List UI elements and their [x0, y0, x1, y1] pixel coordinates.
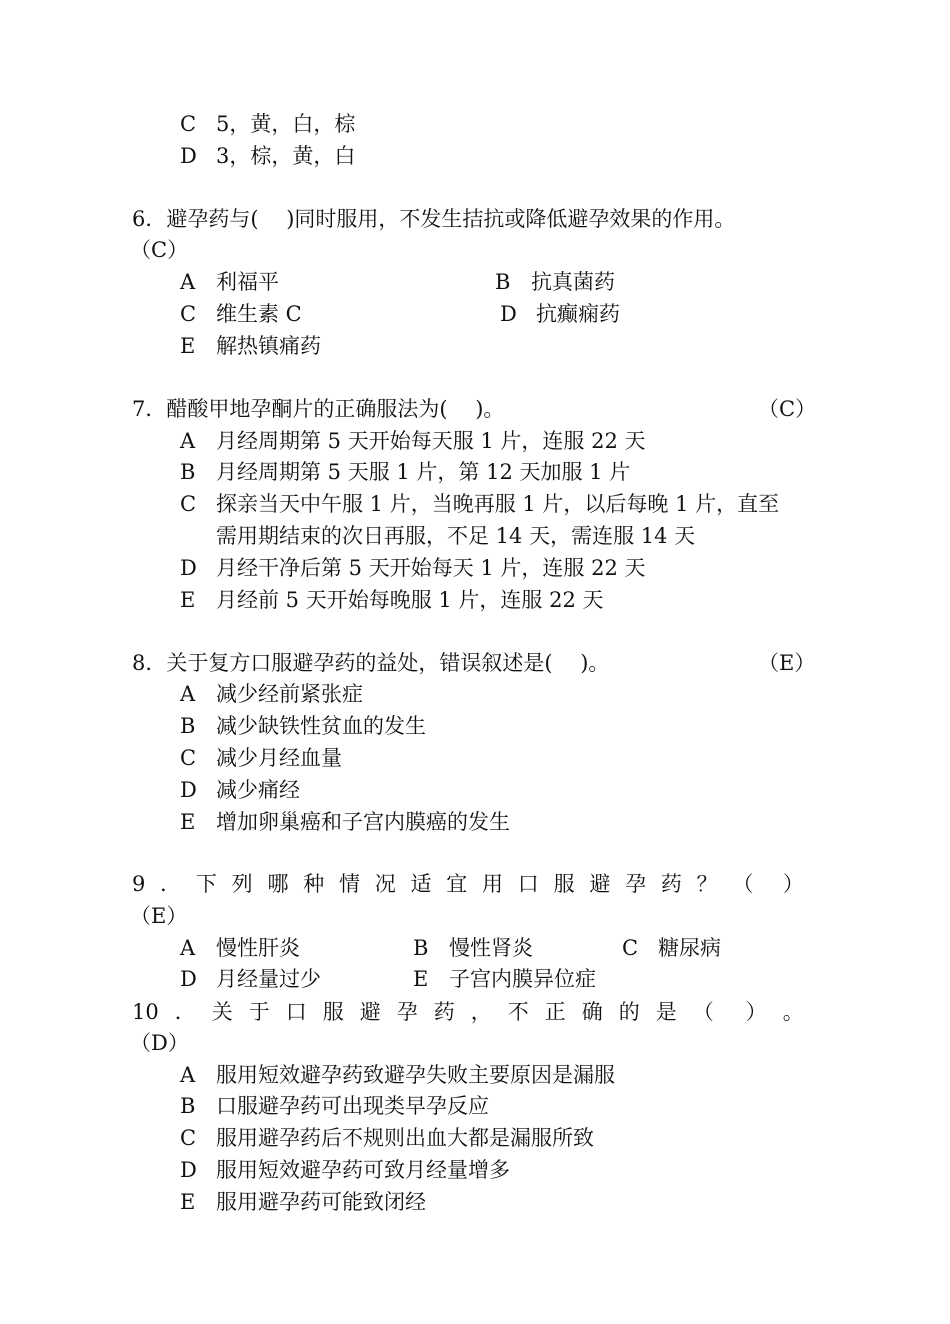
stem-token: 避 — [359, 1000, 381, 1024]
option-letter: A — [180, 429, 196, 453]
stem-token: 况 — [374, 872, 396, 896]
stem-token: 下 — [195, 872, 217, 896]
option-text: 服用避孕药后不规则出血大都是漏服所致 — [216, 1126, 594, 1150]
option-letter: D — [180, 144, 197, 168]
option-letter: A — [180, 936, 196, 960]
option-text: 糖尿病 — [658, 936, 721, 960]
q10-option-a — [180, 1061, 615, 1089]
stem-token: 口 — [285, 1000, 307, 1024]
stem-token: 服 — [322, 1000, 344, 1024]
option-text: 口服避孕药可出现类早孕反应 — [216, 1094, 489, 1118]
stem-token: 正 — [544, 1000, 566, 1024]
q6-option-c — [180, 300, 302, 328]
option-text: 减少经前紧张症 — [216, 682, 363, 706]
option-text: 减少月经血量 — [216, 746, 342, 770]
q8-option-b — [180, 712, 426, 740]
option-text: 抗癫痫药 — [536, 302, 620, 326]
q7-option-c-continued: 需用期结束的次日再服，不足 14 天，需连服 14 天 — [216, 524, 696, 548]
stem-token: 孕 — [625, 872, 647, 896]
option-letter: E — [180, 334, 196, 358]
stem-token: 药 — [660, 872, 682, 896]
q6-option-a — [180, 268, 279, 296]
option-text: 慢性肝炎 — [216, 936, 300, 960]
q8-option-e — [180, 808, 510, 836]
option-text: 服用短效避孕药可致月经量增多 — [216, 1158, 510, 1182]
stem-token: ． — [160, 872, 182, 896]
stem-token: 避 — [589, 872, 611, 896]
q9-option-d — [180, 965, 321, 993]
option-letter: B — [495, 270, 511, 294]
q10-option-e — [180, 1188, 426, 1216]
option-text: 探亲当天中午服 1 片，当晚再服 1 片，以后每晚 1 片，直至 — [216, 492, 780, 516]
q8-option-a — [180, 680, 363, 708]
option-text: 3，棕，黄，白 — [216, 144, 356, 168]
option-text: 月经前 5 天开始每晚服 1 片，连服 22 天 — [216, 588, 604, 612]
q6-option-b — [495, 268, 615, 296]
stem-token: 服 — [553, 872, 575, 896]
q7-option-d — [180, 554, 646, 582]
q10-option-b — [180, 1092, 489, 1120]
q8-stem: 8．关于复方口服避孕药的益处，错误叙述是( )。 — [132, 651, 610, 675]
option-text: 服用避孕药可能致闭经 — [216, 1190, 426, 1214]
q7-option-c — [180, 490, 779, 518]
option-text: 慢性肾炎 — [449, 936, 533, 960]
q6-answer: （C） — [130, 238, 189, 262]
stem-token: 于 — [248, 1000, 270, 1024]
option-letter: E — [180, 588, 196, 612]
option-letter: C — [622, 936, 639, 960]
stem-token: 情 — [338, 872, 360, 896]
option-letter: A — [180, 1063, 196, 1087]
stem-token: 不 — [507, 1000, 529, 1024]
option-letter: D — [180, 556, 197, 580]
stem-token: ） — [782, 872, 804, 896]
option-letter: D — [180, 967, 197, 991]
q7-option-b — [180, 458, 630, 486]
stem-token: 的 — [618, 1000, 640, 1024]
option-letter: C — [180, 112, 197, 136]
stem-token: 药 — [433, 1000, 455, 1024]
option-letter: B — [180, 1094, 196, 1118]
q10-option-c — [180, 1124, 594, 1152]
option-letter: D — [500, 302, 517, 326]
option-text: 5，黄，白，棕 — [216, 112, 356, 136]
option-text: 月经干净后第 5 天开始每天 1 片，连服 22 天 — [216, 556, 646, 580]
q6-stem: 6．避孕药与( )同时服用，不发生拮抗或降低避孕效果的作用。 — [132, 207, 736, 231]
q10-answer: （D） — [130, 1031, 189, 1055]
stem-token: ） — [745, 1000, 767, 1024]
option-letter: B — [180, 460, 196, 484]
option-letter: E — [180, 810, 196, 834]
stem-token: 10 — [132, 1000, 159, 1024]
option-letter: C — [180, 492, 197, 516]
stem-token: 宜 — [446, 872, 468, 896]
option-letter: A — [180, 270, 196, 294]
option-text: 减少痛经 — [216, 778, 300, 802]
q9-option-c — [622, 934, 721, 962]
option-letter: C — [180, 302, 197, 326]
option-text: 利福平 — [216, 270, 279, 294]
stem-token: 种 — [303, 872, 325, 896]
stem-token: 孕 — [396, 1000, 418, 1024]
q9-option-e — [413, 965, 596, 993]
stem-token: 口 — [517, 872, 539, 896]
stem-token: 列 — [231, 872, 253, 896]
stem-token: 用 — [482, 872, 504, 896]
q5-option-d — [180, 142, 355, 170]
option-text: 月经周期第 5 天开始每天服 1 片，连服 22 天 — [216, 429, 646, 453]
q7-answer: （C） — [758, 397, 817, 421]
q7-option-e — [180, 586, 604, 614]
q9-stem — [132, 870, 804, 898]
stem-token: ， — [470, 1000, 492, 1024]
option-text: 增加卵巢癌和子宫内膜癌的发生 — [216, 810, 510, 834]
stem-token: ． — [174, 1000, 196, 1024]
option-text: 减少缺铁性贫血的发生 — [216, 714, 426, 738]
option-letter: E — [180, 1190, 196, 1214]
option-text: 月经量过少 — [216, 967, 321, 991]
stem-token: 是 — [655, 1000, 677, 1024]
option-letter: A — [180, 682, 196, 706]
stem-token: 适 — [410, 872, 432, 896]
option-letter: C — [180, 1126, 197, 1150]
q6-option-d — [500, 300, 620, 328]
stem-token: 哪 — [267, 872, 289, 896]
option-letter: D — [180, 778, 197, 802]
option-text: 解热镇痛药 — [216, 334, 321, 358]
q9-option-a — [180, 934, 300, 962]
option-text: 月经周期第 5 天服 1 片，第 12 天加服 1 片 — [216, 460, 631, 484]
q10-stem — [132, 998, 804, 1026]
option-letter: C — [180, 746, 197, 770]
stem-token: 。 — [782, 1000, 804, 1024]
option-text: 子宫内膜异位症 — [449, 967, 596, 991]
q5-option-c — [180, 110, 355, 138]
stem-token: 确 — [581, 1000, 603, 1024]
q7-option-a — [180, 427, 646, 455]
q8-option-c — [180, 744, 342, 772]
option-text: 维生素 C — [216, 302, 302, 326]
option-text: 服用短效避孕药致避孕失败主要原因是漏服 — [216, 1063, 615, 1087]
q6-option-e — [180, 332, 321, 360]
option-letter: D — [180, 1158, 197, 1182]
option-letter: E — [413, 967, 429, 991]
q10-option-d — [180, 1156, 510, 1184]
stem-token: （ — [732, 872, 754, 896]
stem-token: ？ — [696, 872, 718, 896]
q8-answer: （E） — [758, 651, 816, 675]
option-letter: B — [180, 714, 196, 738]
stem-token: 9 — [132, 872, 146, 896]
option-letter: B — [413, 936, 429, 960]
stem-token: （ — [692, 1000, 714, 1024]
option-text: 抗真菌药 — [531, 270, 615, 294]
stem-token: 关 — [211, 1000, 233, 1024]
q9-option-b — [413, 934, 533, 962]
q8-option-d — [180, 776, 300, 804]
q7-stem: 7．醋酸甲地孕酮片的正确服法为( )。 — [132, 397, 505, 421]
q9-answer: （E） — [130, 904, 188, 928]
